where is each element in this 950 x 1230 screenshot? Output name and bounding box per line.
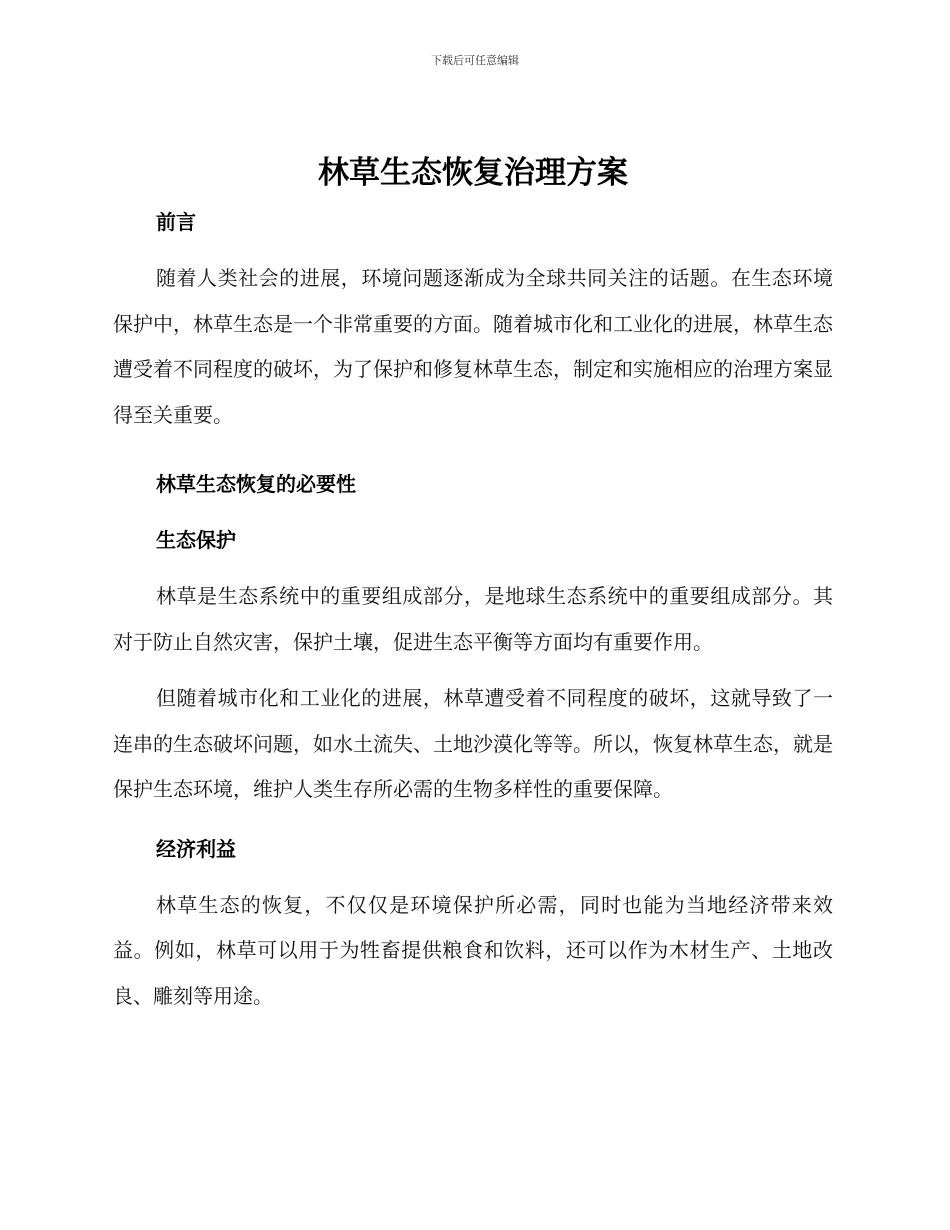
section-heading-necessity: 林草生态恢复的必要性 [156, 472, 356, 496]
paragraph-economic-benefit: 林草生态的恢复，不仅仅是环境保护所必需，同时也能为当地经济带来效益。例如，林草可以用于为牲畜提供粮食和饮料，还可以作为木材生产、土地改良、雕刻等用途。 [113, 892, 833, 1008]
subsection-heading-eco-protection: 生态保护 [156, 528, 236, 552]
document-title: 林草生态恢复治理方案 [318, 155, 628, 191]
page-header-note: 下载后可任意编辑 [431, 54, 519, 67]
paragraph-eco-protection-2: 但随着城市化和工业化的进展，林草遭受着不同程度的破坏，这就导致了一连串的生态破坏问题，如水土流失、土地沙漠化等等。所以，恢复林草生态，就是保护生态环境，维护人类生存所必需的生物多样性的重要保障。 [113, 686, 833, 801]
paragraph-preface: 随着人类社会的进展，环境问题逐渐成为全球共同关注的话题。在生态环境保护中，林草生态是一个非常重要的方面。随着城市化和工业化的进展，林草生态遭受着不同程度的破坏，为了保护和修复林草生态，制定和实施相应的治理方案显得至关重要。 [113, 266, 833, 427]
subsection-heading-economic-benefit: 经济利益 [156, 836, 236, 861]
paragraph-eco-protection-1: 林草是生态系统中的重要组成部分，是地球生态系统中的重要组成部分。其对于防止自然灾害，保护土壤，促进生态平衡等方面均有重要作用。 [113, 584, 833, 654]
section-heading-preface: 前言 [156, 210, 196, 234]
document-body [113, 150, 833, 1019]
